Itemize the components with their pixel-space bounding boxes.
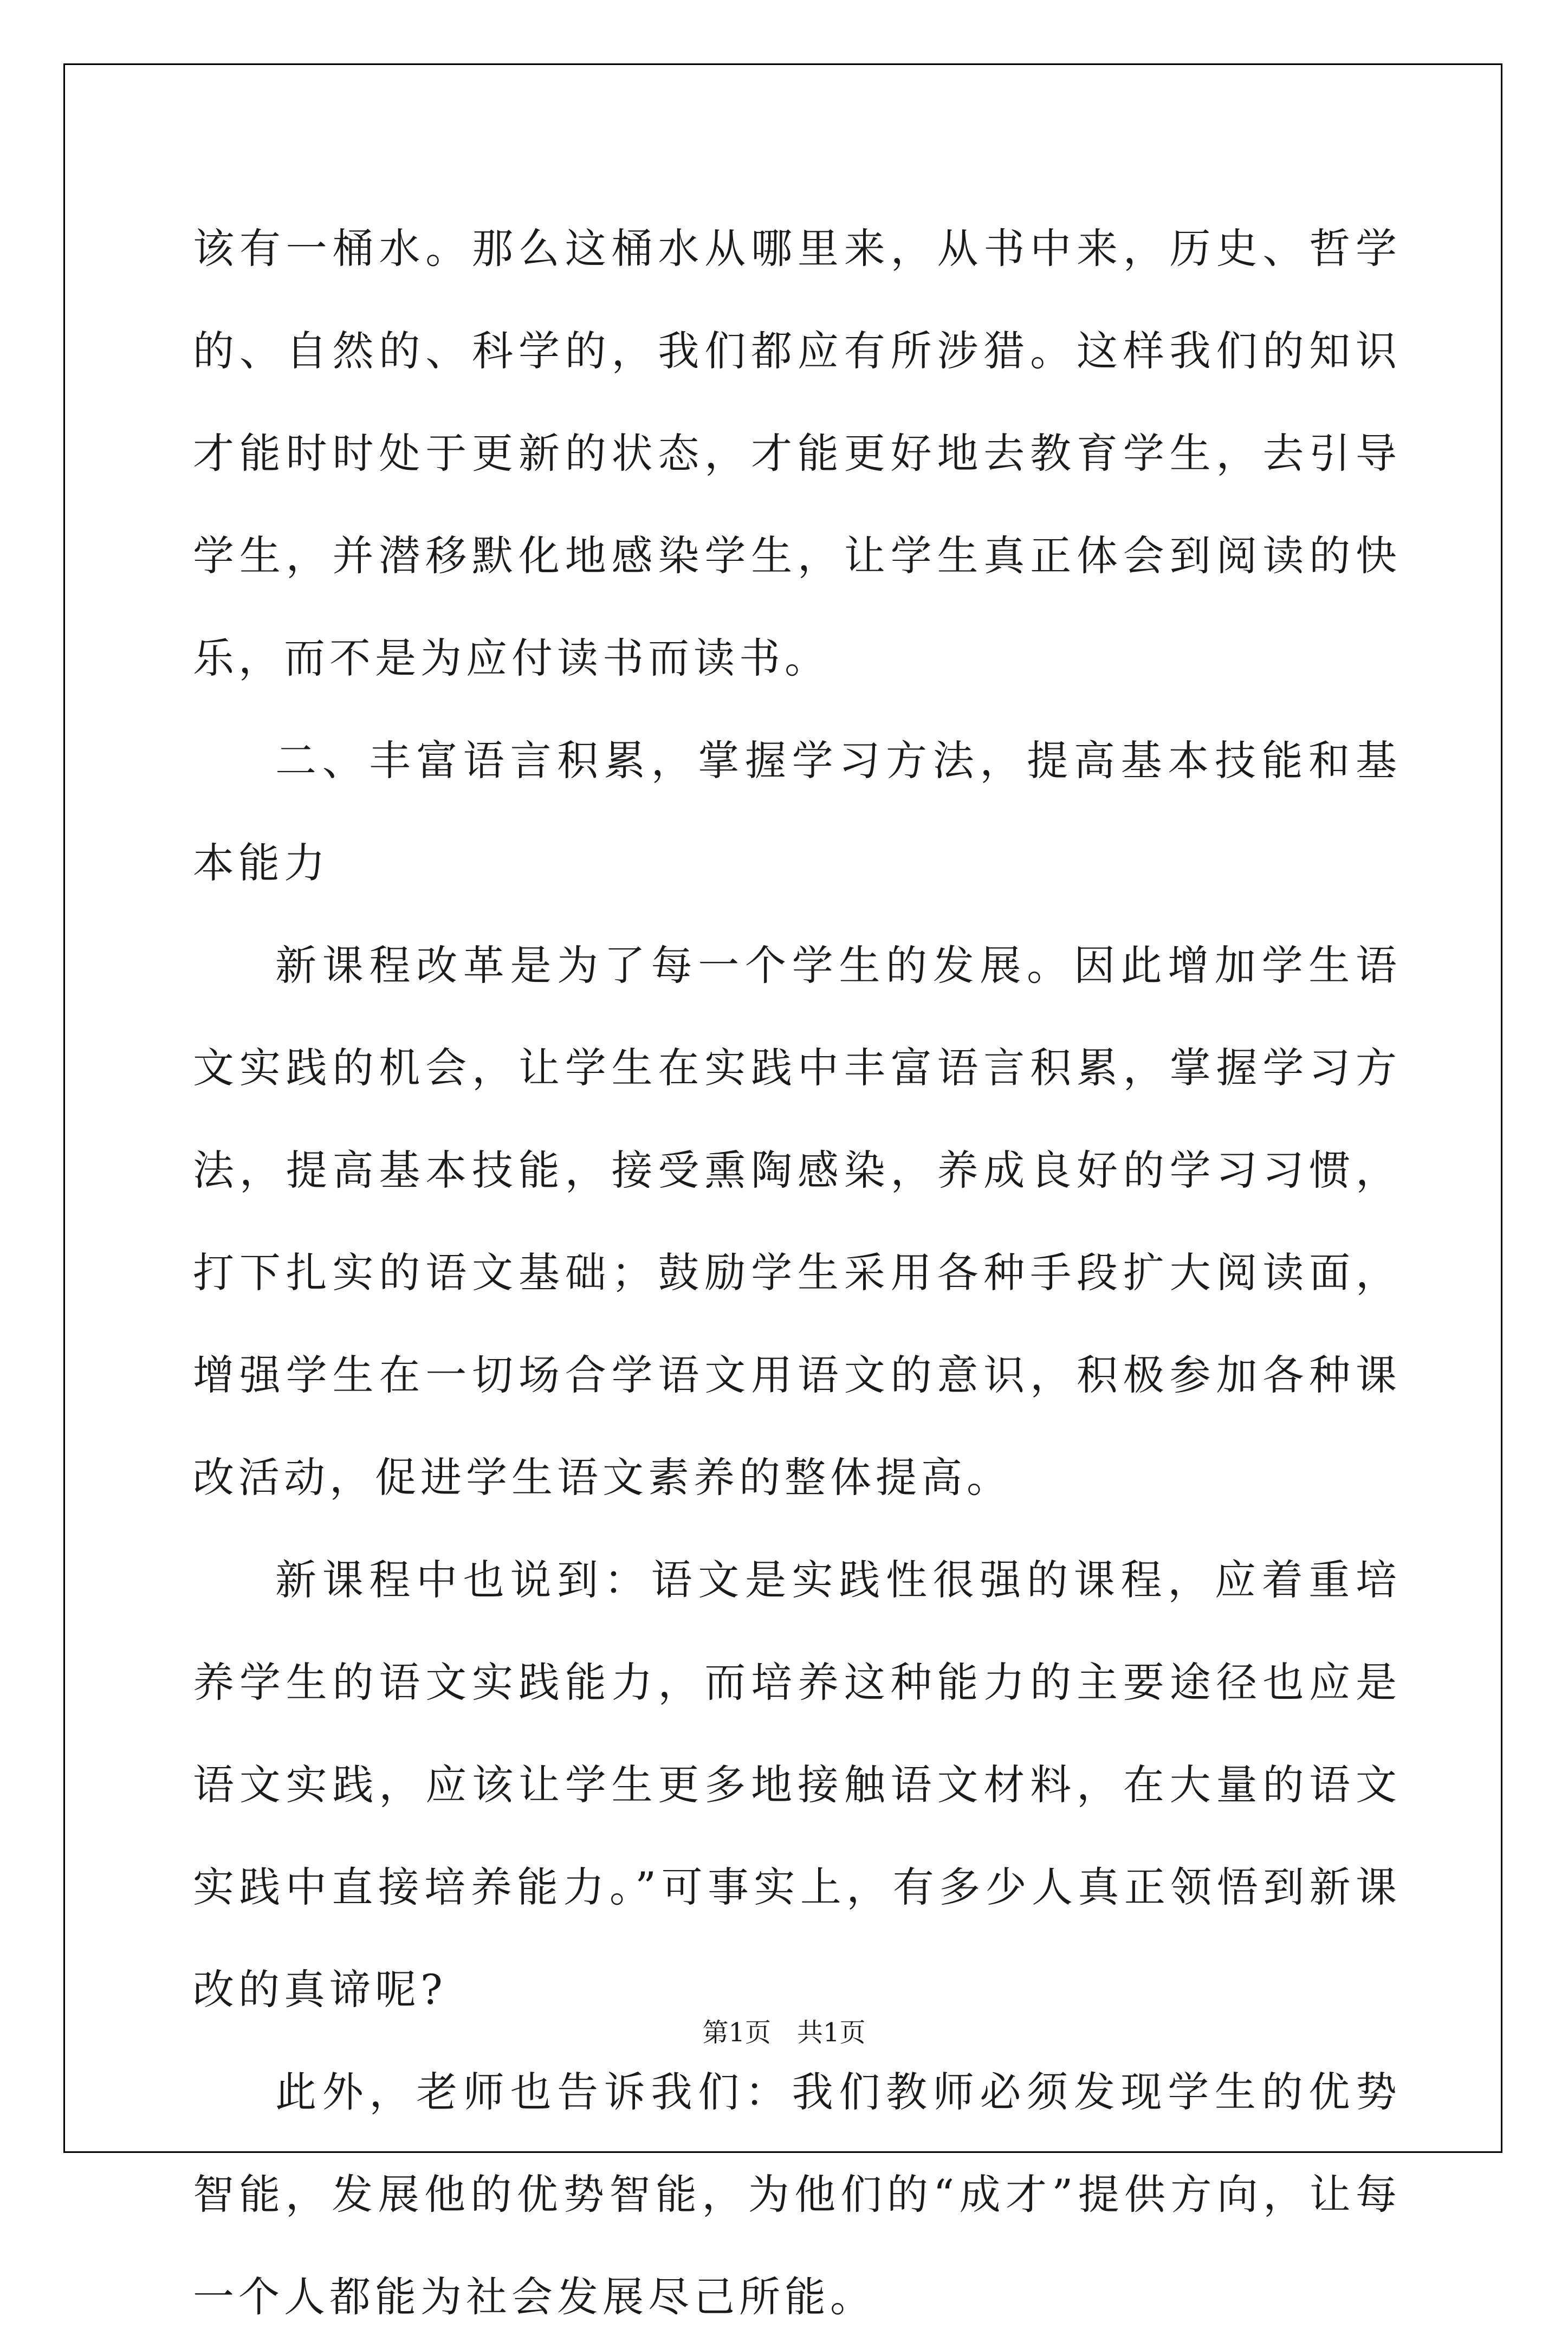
page-number-footer: 第1页 共1页 xyxy=(702,2017,866,2048)
paragraph-3: 新课程中也说到：语文是实践性很强的课程，应着重培养学生的语文实践能力，而培养这种能力的主要途径也应是语文实践，应该让学生更多地接触语文材料，在大量的语文实践中直接培养能力。”可事实上，有多少人真正领悟到新课改的真谛呢? xyxy=(193,1556,1401,2014)
paragraph-1: 该有一桶水。那么这桶水从哪里来，从书中来，历史、哲学的、自然的、科学的，我们都应有所涉猎。这样我们的知识才能时时处于更新的状态，才能更好地去教育学生，去引导学生，并潜移默化地感染学生，让学生真正体会到阅读的快乐，而不是为应付读书而读书。 xyxy=(193,224,1401,682)
section-heading: 二、丰富语言积累，掌握学习方法，提高基本技能和基本能力 xyxy=(193,736,1401,887)
paragraph-4: 此外，老师也告诉我们：我们教师必须发现学生的优势智能，发展他的优势智能，为他们的“成才”提供方向，让每一个人都能为社会发展尽己所能。 xyxy=(193,2068,1401,2321)
paragraph-2: 新课程改革是为了每一个学生的发展。因此增加学生语文实践的机会，让学生在实践中丰富语言积累，掌握学习方法，提高基本技能，接受熏陶感染，养成良好的学习习惯，打下扎实的语文基础；鼓励学生采用各种手段扩大阅读面，增强学生在一切场合学语文用语文的意识，积极参加各种课改活动，促进学生语文素养的整体提高。 xyxy=(193,941,1401,1502)
